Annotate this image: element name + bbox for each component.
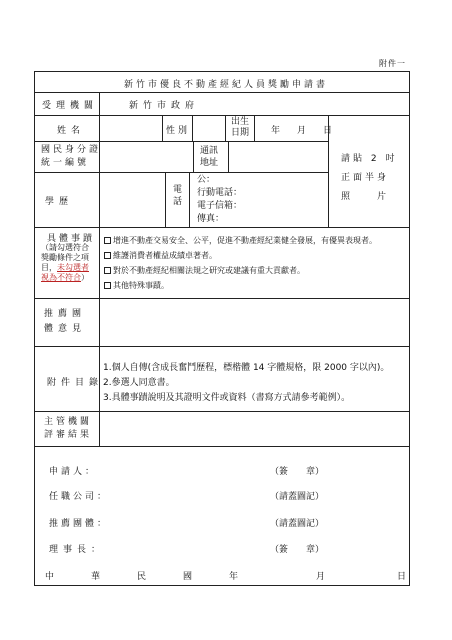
rule (34, 298, 410, 299)
signature-group-mark: （請蓋圖記） (270, 519, 325, 529)
checkbox[interactable] (104, 237, 111, 244)
phone-label: 電話 (173, 185, 183, 207)
birth-label-line: 出生 (231, 117, 250, 127)
rule (34, 227, 410, 228)
phone-email: 電子信箱： (197, 201, 243, 211)
signature-company-label: 任職公司： (49, 492, 110, 502)
recommend-label (44, 307, 86, 337)
attachments-list (103, 361, 389, 406)
date-char: 中 (45, 572, 55, 582)
rule (162, 115, 163, 141)
id-label (41, 144, 101, 170)
rule (228, 141, 229, 172)
attachment-label: 附件一 (379, 59, 406, 68)
signature-applicant-label: 申請人： (49, 467, 98, 477)
rule (34, 346, 410, 347)
deeds-note (41, 243, 99, 283)
deeds-note-line: （請勾選符合 (41, 243, 89, 252)
checkbox[interactable] (104, 252, 111, 259)
checkbox[interactable] (104, 282, 111, 289)
deeds-item-text: 增進不動產交易安全、公平，促進不動產經紀業健全發展，有優異表現者。 (113, 236, 377, 245)
address-label (200, 145, 218, 169)
rule (165, 172, 166, 227)
rule (225, 115, 226, 141)
deeds-list (104, 233, 377, 293)
reviewer-label (44, 416, 92, 442)
phone-fields (197, 174, 242, 226)
birth-year-mark: 年 (271, 126, 281, 136)
deeds-item[interactable] (104, 233, 377, 248)
signature-chair-label: 理事長： (49, 545, 106, 555)
reviewer-label-line: 評審結果 (44, 430, 93, 440)
date-day-mark: 日 (397, 572, 407, 582)
date-year-mark: 年 (229, 572, 239, 582)
deeds-item-text: 維護消費者權益成績卓著者。 (113, 251, 217, 260)
attachment-item: 3.具體事蹟說明及其證明文件或資料（書寫方式請參考範例）。 (103, 393, 351, 403)
birth-label-line: 日期 (231, 128, 250, 138)
education-label: 學歷 (45, 197, 74, 207)
date-char: 華 (91, 572, 101, 582)
deeds-note-warning: 未勾選者 (57, 263, 89, 272)
date-char: 民 (137, 572, 147, 582)
id-label-line: 國民身分證 (41, 145, 102, 155)
rule (34, 92, 410, 93)
deeds-note-warning: 視為不符合 (41, 273, 81, 282)
rule (254, 115, 255, 141)
name-label: 姓名 (57, 126, 86, 136)
attachments-label: 附件目錄 (47, 378, 104, 388)
deeds-item-text: 其他特殊事蹟。 (113, 281, 169, 290)
signature-chair-mark: （簽 章） (270, 545, 325, 555)
birth-label (231, 117, 249, 139)
photo-instruction (341, 150, 397, 207)
agency-label: 受理機關 (42, 101, 99, 111)
date-char: 國 (183, 572, 193, 582)
id-label-line: 統一編號 (41, 158, 90, 168)
rule (193, 141, 194, 172)
form-title: 新竹市優良不動產經紀人員獎勵申請書 (123, 80, 328, 90)
photo-line: 照 片 (341, 192, 390, 202)
recommend-label-line: 推薦團 (44, 309, 87, 319)
deeds-item-text: 對於不動產經紀相關法規之研究或建議有重大貢獻者。 (113, 266, 305, 275)
rule (34, 115, 410, 116)
rule (192, 115, 193, 141)
rule (34, 141, 328, 142)
deeds-item[interactable] (104, 263, 377, 278)
address-label-line: 通訊 (200, 146, 219, 156)
birth-day-mark: 日 (323, 126, 333, 136)
recommend-label-line: 體意見 (44, 324, 87, 334)
deeds-note-end: ） (81, 273, 89, 282)
rule (34, 411, 410, 412)
signature-applicant-mark: （簽 章） (270, 467, 325, 477)
photo-line: 請貼 2 吋 (341, 154, 398, 164)
deeds-label: 具體事蹟 (47, 234, 96, 244)
phone-mobile: 行動電話： (197, 188, 243, 198)
signature-company-mark: （請蓋圖記） (270, 492, 325, 502)
phone-office: 公： (197, 175, 216, 185)
attachment-item: 1.個人自傳(含成長奮鬥歷程，標楷體 14 字體規格，限 2000 字以內)。 (103, 363, 390, 373)
signature-group-label: 推薦團體： (49, 519, 110, 529)
deeds-item[interactable] (104, 278, 377, 293)
rule (34, 172, 328, 173)
gender-label: 性別 (166, 126, 191, 136)
address-label-line: 地址 (200, 158, 219, 168)
deeds-note-line: 獎勵條件之項 (41, 253, 89, 262)
rule (189, 172, 190, 227)
rule (34, 446, 410, 447)
checkbox[interactable] (104, 267, 111, 274)
deeds-item[interactable] (104, 248, 377, 263)
phone-fax: 傳真： (197, 214, 225, 224)
birth-month-mark: 月 (297, 126, 307, 136)
date-month-mark: 月 (316, 572, 326, 582)
deeds-note-line: 目， (41, 263, 57, 272)
agency-value: 新竹市政府 (129, 101, 200, 111)
attachment-item: 2.參選人同意書。 (103, 378, 175, 388)
reviewer-label-line: 主管機關 (44, 417, 93, 427)
photo-line: 正面半身 (341, 173, 390, 183)
